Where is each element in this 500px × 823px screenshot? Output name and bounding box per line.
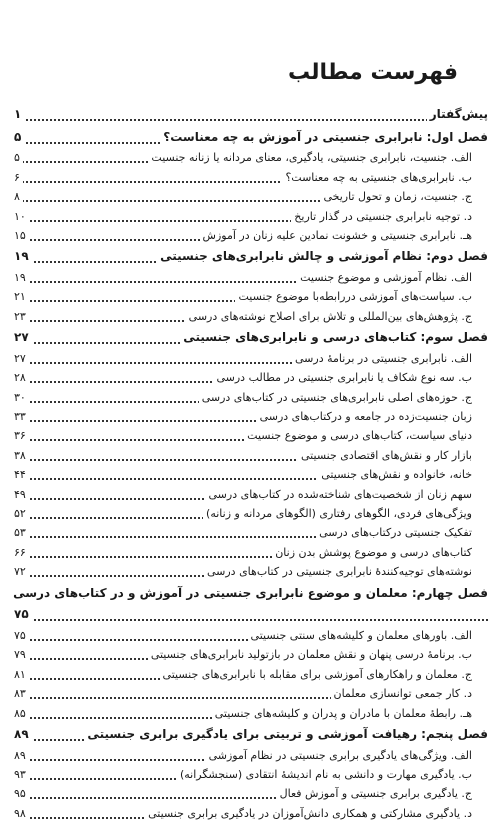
section-entry — [14, 704, 488, 723]
page-number: ۶۶ — [14, 543, 29, 562]
entry-title: ب. نابرابری‌های جنسیتی به چه معناست؟ — [282, 168, 488, 187]
entry-title: د. یادگیری مشارکتی و همکاری دانش‌آموزان در یادگیری برابری جنسیتی — [145, 804, 488, 823]
entry-title: فصل پنجم: رهیافت آموزشی و تربیتی برای یادگیری برابری جنسیتی — [84, 724, 488, 746]
page-number: ۹۳ — [14, 765, 29, 784]
dot-leader — [14, 119, 488, 121]
page-number: ۴۹ — [14, 485, 29, 504]
section-entry — [14, 804, 488, 823]
page-number: ۱۵ — [14, 226, 29, 245]
section-entry — [14, 543, 488, 562]
entry-title: نوشته‌های توجیه‌کنندهٔ نابرابری جنسیتی در کتاب‌های درسی — [204, 562, 488, 581]
section-entry — [14, 784, 488, 803]
entry-title: ویژگی‌های فردی، الگوهای رفتاری (الگوهای مردانه و زنانه) — [203, 504, 488, 523]
entry-title: الف. نظام آموزشی و موضوع جنسیت — [297, 268, 488, 287]
chapter-entry — [14, 724, 488, 746]
section-entry — [14, 349, 488, 368]
page-number: ۸۹ — [14, 746, 29, 765]
section-entry — [14, 465, 488, 484]
page-number: ۲۱ — [14, 287, 29, 306]
section-entry — [14, 485, 488, 504]
chapter-entry — [14, 246, 488, 268]
page-number: ۸۳ — [14, 684, 29, 703]
entry-title: د. توجیه نابرابری جنسیتی در گذار تاریخ — [291, 207, 488, 226]
page-number: ۱۰ — [14, 207, 29, 226]
entry-title: ج. حوزه‌های اصلی نابرابری‌های جنسیتی در کتاب‌های درسی — [199, 388, 488, 407]
page-number: ۲۸ — [14, 368, 29, 387]
chapter-entry — [14, 127, 488, 149]
entry-title: ب. سیاست‌های آموزشی دررابطه‌با موضوع جنسیت — [235, 287, 488, 306]
entry-title: الف. جنسیت، نابرابری جنسیتی، یادگیری، معنای مردانه یا زنانه جنسیت — [148, 148, 488, 167]
page-number: ۸ — [14, 187, 23, 206]
section-entry — [14, 562, 488, 581]
chapter-entry — [14, 104, 488, 126]
section-entry — [14, 207, 488, 226]
entry-title: فصل چهارم: معلمان و موضوع نابرابری جنسیتی در آموزش و در کتاب‌های درسی — [10, 583, 488, 605]
section-entry — [14, 626, 488, 645]
page-number: ۲۷ — [14, 349, 29, 368]
entry-title: الف. ویژگی‌های یادگیری برابری جنسیتی در نظام آموزشی — [206, 746, 488, 765]
section-entry — [14, 268, 488, 287]
page-number: ۳۸ — [14, 446, 29, 465]
page-title: فهرست مطالب — [287, 60, 458, 85]
entry-title: ب. برنامهٔ درسی پنهان و نقش معلمان در بازتولید نابرابری‌های جنسیتی — [148, 645, 488, 664]
section-entry — [14, 684, 488, 703]
section-entry — [14, 665, 488, 684]
toc-list — [14, 104, 488, 823]
page-number: ۷۲ — [14, 562, 29, 581]
section-entry — [14, 388, 488, 407]
chapter-entry-continued — [14, 604, 488, 626]
section-entry — [14, 226, 488, 245]
page-number: ۵۲ — [14, 504, 29, 523]
entry-title: سهم زنان از شخصیت‌های شناخته‌شده در کتاب‌های درسی — [206, 485, 488, 504]
section-entry — [14, 746, 488, 765]
page-number: ۱ — [14, 104, 24, 126]
entry-title: ج. یادگیری برابری جنسیتی و آموزش فعال — [277, 784, 488, 803]
section-entry — [14, 148, 488, 167]
entry-title: الف. باورهای معلمان و کلیشه‌های سنتی جنسیتی — [248, 626, 488, 645]
entry-title: کتاب‌های درسی و موضوع پوشش بدن زنان — [272, 543, 488, 562]
page-number: ۳۳ — [14, 407, 29, 426]
entry-title: زبان جنسیت‌زده در جامعه و درکتاب‌های درسی — [257, 407, 488, 426]
section-entry — [14, 446, 488, 465]
page-number: ۱۹ — [14, 246, 32, 268]
chapter-entry — [14, 583, 488, 605]
page-number: ۵ — [14, 148, 23, 167]
page-number: ۸۱ — [14, 665, 29, 684]
entry-title: هـ. رابطهٔ معلمان با مادران و پدران و کلیشه‌های جنسیتی — [212, 704, 488, 723]
section-entry — [14, 504, 488, 523]
page-number: ۱۹ — [14, 268, 29, 287]
page-number: ۲۷ — [14, 327, 32, 349]
page-number: ۴۴ — [14, 465, 29, 484]
entry-title: پیش‌گفتار — [427, 104, 488, 126]
entry-title: فصل دوم: نظام آموزشی و چالش نابرابری‌های جنسیتی — [157, 246, 488, 268]
page-number: ۲۳ — [14, 307, 29, 326]
section-entry — [14, 307, 488, 326]
entry-title: ج. معلمان و راهکارهای آموزشی برای مقابله با نابرابری‌های جنسیتی — [160, 665, 488, 684]
section-entry — [14, 645, 488, 664]
section-entry — [14, 287, 488, 306]
section-entry — [14, 765, 488, 784]
entry-title: فصل اول: نابرابری جنسیتی در آموزش به چه معناست؟ — [160, 127, 488, 149]
entry-title: ج. جنسیت، زمان و تحول تاریخی — [320, 187, 488, 206]
entry-title: د. کار جمعی توانسازی معلمان — [331, 684, 489, 703]
page-number: ۷۹ — [14, 645, 29, 664]
section-entry — [14, 368, 488, 387]
page-number: ۷۵ — [14, 626, 29, 645]
entry-title: ب. یادگیری مهارت و دانشی به نام اندیشهٔ انتقادی (سنجشگرانه) — [177, 765, 488, 784]
entry-title: هـ. نابرابری جنسیتی و خشونت نمادین علیه زنان در آموزش — [200, 226, 488, 245]
page-number: ۳۰ — [14, 388, 29, 407]
entry-title: ج. پژوهش‌های بین‌المللی و تلاش برای اصلاح نوشته‌های درسی — [186, 307, 488, 326]
page-number: ۸۵ — [14, 704, 29, 723]
section-entry — [14, 523, 488, 542]
page-number: ۷۵ — [14, 604, 32, 626]
entry-title: الف. نابرابری جنسیتی در برنامهٔ درسی — [292, 349, 488, 368]
page-number: ۵۳ — [14, 523, 29, 542]
entry-title: تفکیک جنسیتی درکتاب‌های درسی — [316, 523, 488, 542]
entry-title: ب. سه نوع شکاف یا نابرابری جنسیتی در مطالب درسی — [213, 368, 488, 387]
section-entry — [14, 407, 488, 426]
page-number: ۸۹ — [14, 724, 32, 746]
chapter-entry — [14, 327, 488, 349]
page-number: ۵ — [14, 127, 24, 149]
page-number: ۶ — [14, 168, 23, 187]
page-number: ۹۸ — [14, 804, 29, 823]
section-entry — [14, 187, 488, 206]
entry-title: دنیای سیاست، کتاب‌های درسی و موضوع جنسیت — [244, 426, 488, 445]
page-number: ۳۶ — [14, 426, 29, 445]
entry-title: فصل سوم: کتاب‌های درسی و نابرابری‌های جنسیتی — [180, 327, 488, 349]
section-entry — [14, 426, 488, 445]
page-number: ۹۵ — [14, 784, 29, 803]
section-entry — [14, 168, 488, 187]
entry-title: خانه، خانواده و نقش‌های جنسیتی — [318, 465, 488, 484]
entry-title: بازار کار و نقش‌های اقتصادی جنسیتی — [298, 446, 488, 465]
dot-leader — [14, 619, 488, 621]
